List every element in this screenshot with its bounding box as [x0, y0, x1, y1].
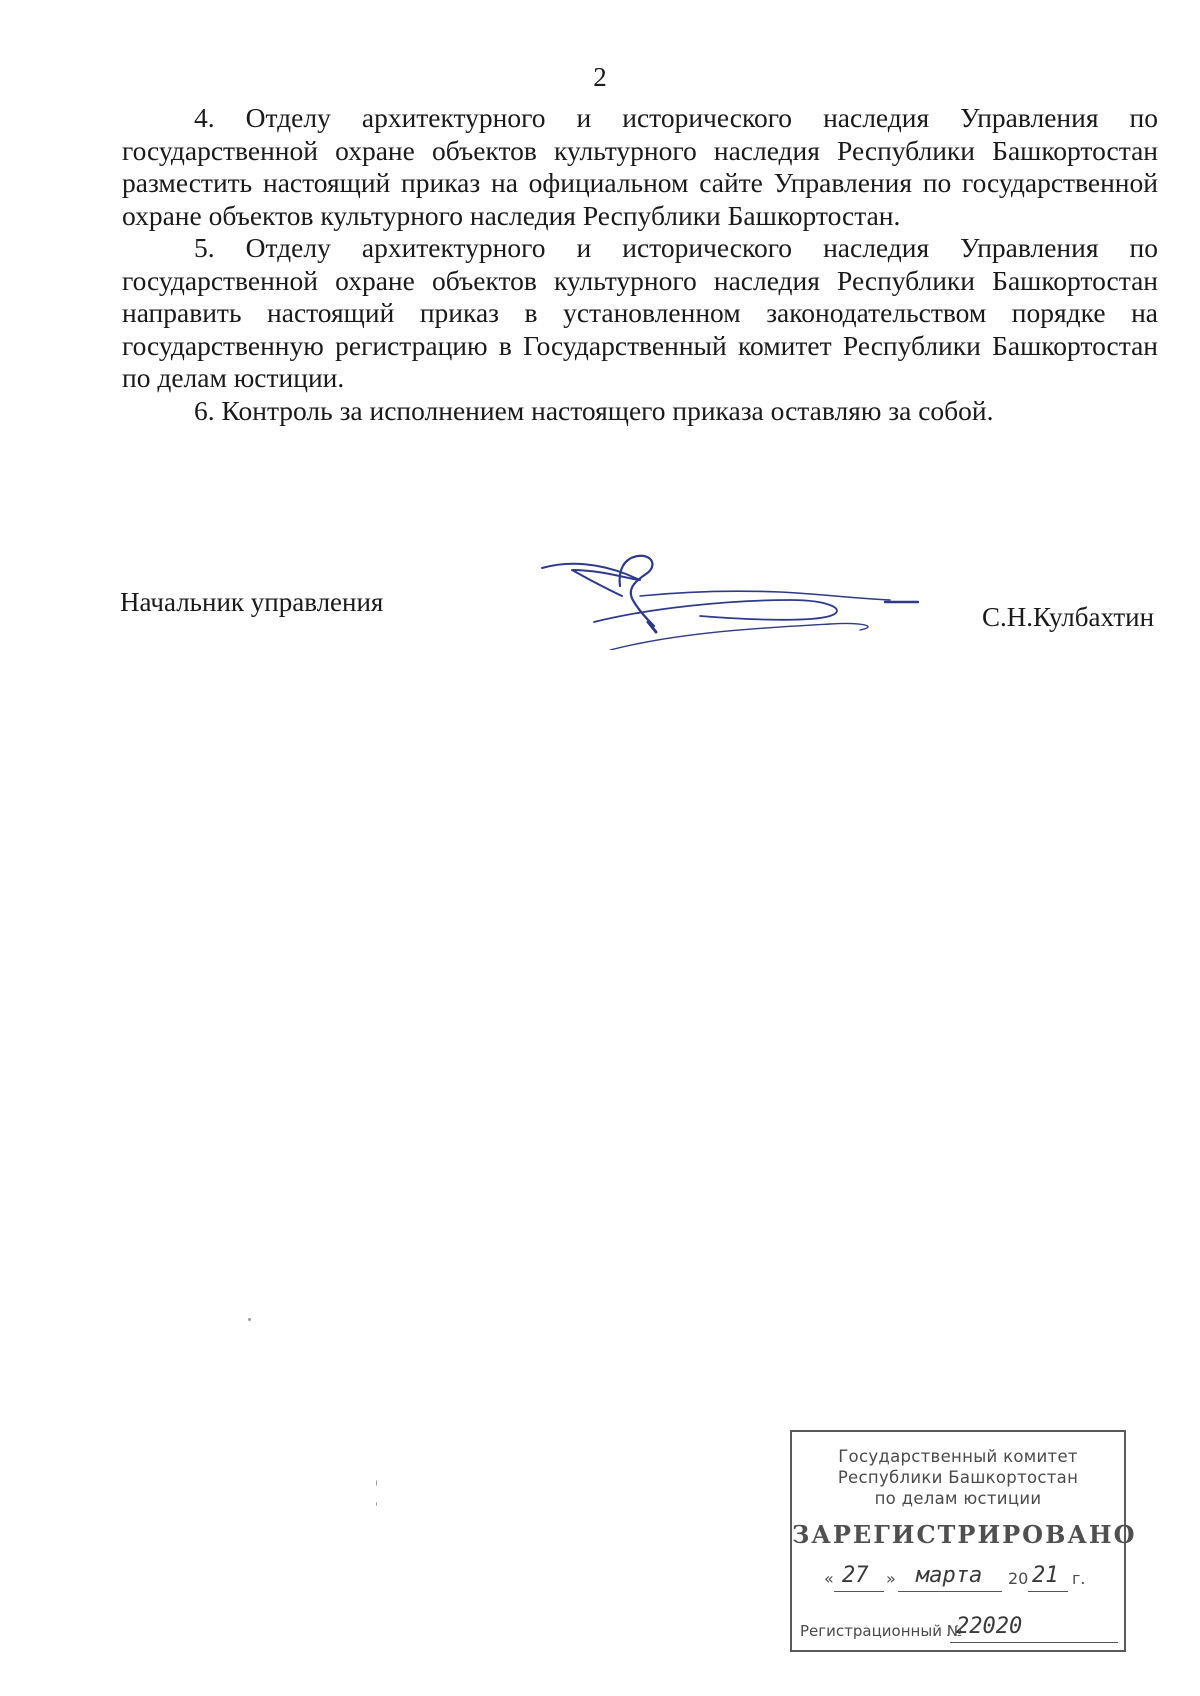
stamp-regno-value: 22020 — [956, 1614, 1023, 1639]
stamp-date — [824, 1565, 1114, 1595]
stamp-date-month: марта — [916, 1563, 983, 1588]
handwritten-signature — [530, 540, 950, 650]
stamp-regno-label: Регистрационный № — [800, 1622, 963, 1640]
document-body — [122, 102, 1158, 427]
stamp-org-line-1: Государственный комитет — [838, 1447, 1078, 1466]
signature-block — [0, 540, 1200, 660]
paragraph-5: 5. Отделу архитектурного и исторического наследия Управления по государственной охране объектов культурного наследия Республики Башкортостан направить настоящий приказ в установленном законодательством порядке на государственную регистрацию в Государственный комитет Республики Башкортостан по делам юстиции. — [122, 232, 1158, 393]
stamp-date-year-line — [1028, 1591, 1068, 1592]
stamp-date-month-line — [898, 1591, 1002, 1592]
stamp-date-year-suffix: 21 — [1032, 1563, 1059, 1588]
registration-stamp — [790, 1430, 1137, 1652]
signatory-name: С.Н.Кулбахтин — [982, 602, 1155, 632]
stamp-date-open-quote: « — [824, 1569, 834, 1588]
stamp-regno-line — [950, 1642, 1118, 1643]
paragraph-4: 4. Отделу архитектурного и исторического наследия Управления по государственной охране объектов культурного наследия Республики Башкортостан разместить настоящий приказ на официальном сайте Управления по государственной охране объектов культурного наследия Республики Башкортостан. — [122, 102, 1158, 231]
stamp-registration-number — [800, 1614, 1118, 1644]
stamp-registered-label: ЗАРЕГИСТРИРОВАНО — [792, 1520, 1137, 1549]
stamp-org-line-2: Республики Башкортостан — [837, 1468, 1079, 1487]
stamp-date-day-line — [834, 1591, 884, 1592]
paragraph-6: 6. Контроль за исполнением настоящего приказа оставляю за собой. — [194, 394, 994, 426]
stamp-org-line-3: по делам юстиции — [874, 1489, 1042, 1508]
stamp-date-year-prefix: 20 — [1008, 1569, 1029, 1588]
stamp-date-g: г. — [1072, 1569, 1086, 1588]
stamp-organization — [792, 1446, 1124, 1509]
stamp-date-close-quote: » — [886, 1569, 896, 1588]
stamp-date-day: 27 — [842, 1563, 869, 1588]
scan-speck — [248, 1318, 251, 1321]
scan-speck — [376, 1502, 377, 1506]
scan-speck — [376, 1480, 377, 1486]
signatory-position: Начальник управления — [120, 587, 384, 617]
page-number: 2 — [593, 62, 607, 92]
